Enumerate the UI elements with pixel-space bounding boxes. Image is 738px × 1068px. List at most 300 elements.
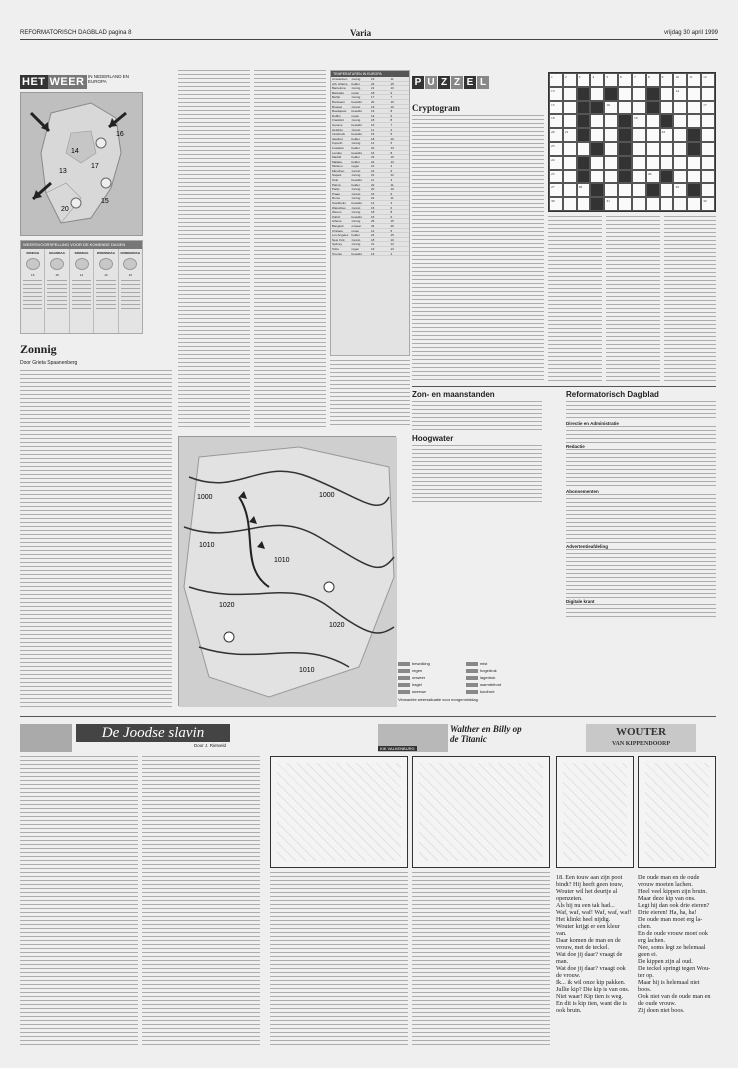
forecast-columns (21, 249, 142, 333)
crossword-cell[interactable] (604, 142, 618, 156)
table-cell: 17 (371, 95, 375, 99)
text-line: De kippen zijn al oud. (638, 958, 693, 965)
isobar-label: 1020 (219, 602, 235, 609)
table-cell: regen (351, 164, 360, 168)
table-cell: 5 (390, 132, 393, 136)
legend-caption: Verwachte weerssituatie voor morgenmiddag (398, 697, 478, 702)
table-cell: Barcelona (332, 86, 346, 90)
crossword-cell[interactable]: 32 (701, 197, 715, 211)
crossword-cell[interactable] (701, 183, 715, 197)
table-cell: 20 (371, 99, 375, 104)
table-cell: 23 (371, 155, 375, 159)
crossword-cell[interactable]: 26 (646, 170, 660, 184)
table-cell: 10 (390, 155, 394, 159)
table-cell: zonnig (351, 237, 361, 242)
forecast-temp: 13 (104, 273, 108, 277)
text-line: ook bruin. (556, 1007, 582, 1014)
table-cell: Tokio (332, 246, 340, 251)
table-cell: regen (351, 228, 360, 233)
table-cell: bewolkt (351, 132, 362, 136)
crossword-cell[interactable]: 11 (687, 73, 701, 87)
table-cell: Bangkok (332, 224, 344, 228)
isobar-label: 1020 (329, 622, 345, 629)
table-row (331, 252, 409, 257)
table-cell: bewolkt (351, 109, 362, 113)
text-line: En dit is kip tien, want die is (556, 1000, 627, 1007)
crossword-cell[interactable] (660, 183, 674, 197)
map-temp-1: 14 (71, 148, 79, 155)
table-cell: Belgrado (332, 90, 345, 95)
table-cell: Bordeaux (332, 99, 345, 104)
crossword-cell[interactable]: 23 (549, 142, 563, 156)
isobar-label: 1010 (199, 542, 215, 549)
table-cell: Toronto (332, 251, 343, 256)
table-cell: zonnig (351, 191, 361, 196)
comic-panel-left (270, 756, 408, 868)
table-cell: Parijs (332, 187, 340, 191)
table-cell: Athene (332, 219, 342, 223)
table-cell: zonnig (351, 77, 361, 81)
forecast-temp: 14 (79, 273, 84, 277)
table-cell: 9 (390, 90, 393, 95)
table-cell: zonnig (351, 187, 361, 191)
crossword-cell[interactable] (701, 114, 715, 128)
table-cell: 3 (390, 201, 393, 205)
crossword-cell[interactable] (687, 114, 701, 128)
legend-swatch (466, 683, 478, 687)
forecast-box (20, 240, 143, 334)
crossword-cell[interactable] (563, 87, 577, 101)
slavin-header (20, 724, 230, 752)
table-cell: zonnig (351, 168, 361, 173)
forecast-day (21, 249, 45, 333)
table-cell: zonnig (351, 104, 361, 109)
table-cell: helder (351, 155, 360, 159)
high-tide-title: Hoogwater (412, 434, 454, 443)
crossword-cell[interactable] (660, 101, 674, 115)
table-cell: 11 (390, 182, 394, 187)
crossword-cell[interactable] (701, 156, 715, 170)
crossword-cell[interactable] (673, 114, 687, 128)
crossword-cell[interactable]: 9 (660, 73, 674, 87)
forecast-day (70, 249, 94, 333)
crossword-cell (590, 142, 604, 156)
table-cell: Istanbul (332, 136, 343, 141)
crossword-cell[interactable]: 21 (563, 128, 577, 142)
forecast-day-label: ZONDAG (26, 251, 40, 255)
crossword-cell (577, 114, 591, 128)
map-temp-3: 13 (59, 168, 67, 175)
text-line: Nee, soms legt ze helemaal (638, 944, 706, 951)
crossword-cell[interactable]: 14 (673, 87, 687, 101)
puzzel-masthead (412, 72, 490, 90)
legend-label: hagel (412, 682, 422, 687)
crossword-cell[interactable]: 17 (701, 101, 715, 115)
table-cell: New York (332, 237, 345, 242)
crossword-cell[interactable] (632, 142, 646, 156)
text-line: Heel veel kippen zijn bruin. (638, 888, 707, 895)
table-cell: 10 (390, 99, 394, 104)
table-cell: 13 (390, 145, 394, 150)
crossword-cell[interactable] (604, 114, 618, 128)
crossword-cell[interactable] (604, 156, 618, 170)
isobar-label: 1000 (197, 494, 213, 501)
table-cell: 15 (371, 205, 375, 210)
text-line: Zij doen niet boos. (638, 1007, 685, 1014)
crossword-cell[interactable] (632, 156, 646, 170)
table-cell: bewolkt (351, 251, 362, 256)
crossword-cell[interactable] (687, 197, 701, 211)
crossword-cell[interactable] (660, 142, 674, 156)
crossword-cell[interactable] (618, 101, 632, 115)
table-cell: 13 (390, 86, 394, 90)
forecast-temp: 16 (31, 273, 35, 277)
crossword-cell[interactable] (632, 170, 646, 184)
crossword-cell[interactable] (577, 197, 591, 211)
walther-credit: KIK VALKENBURG (380, 746, 415, 751)
table-cell: 24 (371, 233, 375, 237)
table-cell: 11 (390, 77, 394, 81)
crossword-cell (604, 87, 618, 101)
legend-swatch (466, 690, 478, 694)
crossword-cell (660, 114, 674, 128)
slavin-col-2 (142, 756, 260, 1048)
weather-masthead (20, 72, 140, 88)
table-cell: Sydney (332, 242, 343, 246)
table-cell: zonnig (351, 86, 361, 90)
comic-panel-right (412, 756, 550, 868)
crossword-cell[interactable] (660, 87, 674, 101)
table-cell: helder (351, 145, 360, 150)
crossword-cell[interactable] (632, 101, 646, 115)
table-cell: Los Angeles (332, 233, 349, 237)
crossword-cell[interactable] (618, 87, 632, 101)
legend-label: bewolking (412, 661, 430, 666)
table-cell: 12 (390, 173, 394, 178)
table-cell: 5 (390, 228, 393, 233)
table-cell: 11 (371, 178, 375, 182)
table-cell: 12 (371, 228, 375, 233)
crossword-cell[interactable] (563, 101, 577, 115)
table-cell: Malaga (332, 159, 342, 164)
table-cell: 13 (371, 113, 375, 118)
crossword-cell[interactable]: 6 (618, 73, 632, 87)
crossword-cell[interactable] (563, 170, 577, 184)
sun-moon-section (412, 390, 542, 505)
crossword-cell[interactable] (673, 156, 687, 170)
text-line: boos. (638, 986, 652, 993)
table-cell: 14 (371, 141, 375, 145)
table-cell: zonnig (351, 242, 361, 246)
table-cell: zonnig (351, 205, 361, 210)
crossword-cell[interactable] (632, 197, 646, 211)
map-temp-4: 17 (91, 163, 99, 170)
crossword-cell[interactable]: 1 (549, 73, 563, 87)
table-cell: 21 (371, 86, 375, 90)
text-line: Maar deze kip van ons. (638, 895, 696, 902)
crossword-cell[interactable]: 10 (673, 73, 687, 87)
crossword-cell[interactable] (673, 197, 687, 211)
sun-moon-title: Zon- en maanstanden (412, 390, 495, 399)
crossword-cell[interactable] (563, 156, 577, 170)
crossword-cell[interactable]: 5 (604, 73, 618, 87)
crossword-cell[interactable] (590, 156, 604, 170)
crossword-cell[interactable] (590, 170, 604, 184)
crossword-cell[interactable] (660, 156, 674, 170)
table-cell: Berlijn (332, 95, 341, 99)
crossword-cell[interactable]: 3 (577, 73, 591, 87)
forecast-day-label: DINSDAG (74, 251, 89, 255)
table-cell: 6 (390, 113, 393, 118)
table-cell: 13 (371, 251, 375, 256)
crossword-cell[interactable] (604, 183, 618, 197)
table-cell: Amsterdam (332, 77, 348, 81)
crossword-cell[interactable]: 25 (549, 170, 563, 184)
text-line: van. (556, 930, 567, 937)
crossword-cell[interactable]: 12 (701, 73, 715, 87)
crossword-cell[interactable] (590, 128, 604, 142)
map-temp-2: 16 (116, 131, 124, 138)
legend-label: regen (412, 668, 423, 673)
crossword-cell[interactable] (646, 128, 660, 142)
forecast-day (94, 249, 118, 333)
table-cell: 6 (390, 214, 393, 219)
crossword-cell[interactable]: 29 (673, 183, 687, 197)
legend-label: sneeuw (412, 689, 426, 694)
text-line: En de oude vrouw moet ook (638, 930, 708, 937)
text-line: De oude man en de oude (638, 874, 700, 881)
crossword-cell[interactable]: 15 (549, 101, 563, 115)
crossword-cell[interactable]: 13 (549, 87, 563, 101)
table-cell: Praag (332, 191, 341, 196)
table-cell: 21 (371, 242, 375, 246)
walther-title: Walther en Billy op de Titanic (450, 724, 522, 744)
weather-column-3 (254, 70, 326, 428)
crossword-cell[interactable]: 24 (549, 156, 563, 170)
table-cell: 18 (371, 237, 375, 242)
crossword-cell[interactable] (563, 114, 577, 128)
table-cell: onweer (351, 224, 362, 228)
crossword-cell[interactable]: 28 (577, 183, 591, 197)
wouter-text-right (638, 874, 716, 1048)
crossword-cell[interactable]: 31 (604, 197, 618, 211)
crossword-cell[interactable] (701, 170, 715, 184)
colophon-item: Digitale krant (566, 599, 595, 604)
crossword-cell[interactable] (632, 183, 646, 197)
table-cell: 19 (371, 77, 375, 81)
text-line: De teckel springt tegen Wou- (638, 965, 711, 972)
crossword-cell[interactable] (701, 142, 715, 156)
weather-article-title: Zonnig (20, 342, 57, 356)
table-cell: 20 (371, 187, 375, 191)
crossword-cell[interactable]: 16 (604, 101, 618, 115)
crossword-cell[interactable] (646, 142, 660, 156)
crossword-cell[interactable] (604, 128, 618, 142)
crossword-cell (577, 128, 591, 142)
section-title: Varia (350, 28, 372, 38)
legend-label: warmtefront (480, 682, 502, 687)
wouter-panel-2 (638, 756, 716, 868)
table-cell: 15 (371, 214, 375, 219)
weather-weer: WEER (49, 76, 85, 88)
table-cell: 10 (371, 164, 375, 168)
crossword-cell[interactable] (687, 156, 701, 170)
crossword-cell[interactable] (687, 87, 701, 101)
table-cell: Wenen (332, 210, 342, 214)
rain-icon (99, 258, 113, 270)
crossword-grid[interactable] (548, 72, 716, 212)
crossword-cell[interactable]: 22 (660, 128, 674, 142)
table-cell: 13 (390, 159, 394, 164)
text-line: Wat doe jij daar? vraagt de (556, 951, 623, 958)
table-cell: 13 (390, 242, 394, 246)
table-cell: 22 (371, 145, 375, 150)
table-cell: 7 (390, 95, 393, 99)
table-cell: 3 (390, 164, 393, 168)
table-cell: 25 (371, 219, 375, 223)
clues-col-1 (548, 216, 602, 384)
crossword-cell[interactable]: 18 (549, 114, 563, 128)
colophon-item: Directie en Administratie (566, 421, 619, 426)
wouter-header (566, 724, 716, 752)
crossword-cell[interactable] (618, 197, 632, 211)
crossword-cell[interactable] (604, 170, 618, 184)
colophon (566, 390, 716, 660)
crossword-cell (660, 170, 674, 184)
crossword-cell[interactable] (687, 170, 701, 184)
table-cell: München (332, 168, 345, 173)
table-cell: helder (351, 81, 360, 86)
table-cell: 10 (390, 104, 394, 109)
crossword-cell[interactable] (563, 142, 577, 156)
crossword-cell[interactable] (632, 128, 646, 142)
table-cell: 16 (371, 168, 375, 173)
weather-column-2 (178, 70, 250, 428)
header-date: vrijdag 30 april 1999 (663, 30, 718, 36)
table-cell: 10 (390, 136, 394, 141)
crossword-cell[interactable]: 27 (549, 183, 563, 197)
text-line: chen. (638, 923, 652, 930)
text-line: Wouter krijgt er een kleur (556, 923, 620, 930)
legend-swatch (398, 676, 410, 680)
table-cell: Innsbruck (332, 132, 346, 136)
isobar-label: 1000 (319, 492, 335, 499)
crossword-cell[interactable] (646, 156, 660, 170)
table-cell: 3 (390, 178, 393, 182)
crossword-cell[interactable] (646, 197, 660, 211)
isobar-label: 1010 (274, 557, 290, 564)
table-cell: 22 (371, 182, 375, 187)
table-cell: 15 (371, 132, 375, 136)
cloud-icon (50, 258, 64, 270)
crossword-cell[interactable] (563, 197, 577, 211)
table-cell: 11 (390, 196, 394, 201)
crossword-cell[interactable] (687, 101, 701, 115)
table-cell: 11 (371, 127, 375, 132)
crossword-cell[interactable] (590, 114, 604, 128)
forecast-temp: 15 (55, 273, 59, 277)
walther-header (378, 724, 528, 752)
crossword-cell[interactable] (577, 142, 591, 156)
clues-col-3 (664, 216, 716, 384)
crossword-cell (590, 101, 604, 115)
table-body (331, 77, 409, 256)
puzzel-letter: U (425, 76, 437, 89)
table-cell: regen (351, 90, 360, 95)
table-cell: Boedapest (332, 109, 347, 113)
legend-swatch (466, 669, 478, 673)
table-cell: 8 (390, 210, 393, 214)
crossword-cell[interactable] (701, 128, 715, 142)
crossword-cell (618, 142, 632, 156)
table-cell: 15 (390, 81, 394, 86)
table-cell: 8 (390, 109, 393, 113)
forecast-temp: 16 (128, 273, 132, 277)
text-line: man. (556, 958, 569, 965)
crossword-cell (577, 156, 591, 170)
legend-swatch (398, 662, 410, 666)
crossword-cell[interactable] (673, 128, 687, 142)
text-line: bindt? Hij heeft geen touw, (556, 881, 624, 888)
table-cell: Brussel (332, 104, 343, 109)
legend-label: mist (480, 661, 488, 666)
text-line: Het klinkt heel nijdig. (556, 916, 611, 923)
text-line: De oude man moet erg la- (638, 916, 703, 923)
table-cell: zonnig (351, 196, 361, 201)
crossword-cell[interactable]: 2 (563, 73, 577, 87)
text-line: Daar komen de man en de (556, 937, 621, 944)
crossword-cell[interactable]: 7 (632, 73, 646, 87)
text-line: Wouter wil het deurtje al (556, 888, 618, 895)
legend-swatch (398, 690, 410, 694)
crossword-cell[interactable] (673, 142, 687, 156)
crossword-cell[interactable] (660, 197, 674, 211)
crossword-cell[interactable] (590, 87, 604, 101)
crossword-cell[interactable] (632, 87, 646, 101)
crossword-cell[interactable] (618, 183, 632, 197)
table-cell: Warschau (332, 205, 346, 210)
crossword-cell[interactable] (646, 114, 660, 128)
table-cell: Dublin (332, 113, 341, 118)
crossword-cell[interactable] (673, 170, 687, 184)
crossword-cell[interactable]: 8 (646, 73, 660, 87)
text-line: Ook niet van de oude man en (638, 993, 711, 1000)
legend-swatch (466, 662, 478, 666)
text-line: vrouw, met de teckel. (556, 944, 610, 951)
crossword-cell[interactable] (701, 87, 715, 101)
crossword-cell[interactable]: 20 (549, 128, 563, 142)
crossword-cell[interactable]: 19 (632, 114, 646, 128)
text-line: de vrouw. (556, 972, 581, 979)
crossword-cell[interactable]: 30 (549, 197, 563, 211)
table-cell: Oslo (332, 178, 339, 182)
crossword-cell[interactable]: 4 (590, 73, 604, 87)
table-cell: 10 (390, 187, 394, 191)
weather-subtitle: IN NEDERLAND EN EUROPA (88, 74, 130, 84)
table-cell: Stockholm (332, 201, 347, 205)
crossword-cell[interactable] (563, 183, 577, 197)
legend-swatch (398, 669, 410, 673)
table-cell: 4 (390, 251, 393, 256)
table-cell: Palma (332, 182, 341, 187)
text-line: Ik... ik wil onze kip pakken. (556, 979, 626, 986)
wouter-logo: WOUTER VAN KIPPENDOORP (586, 724, 696, 752)
cryptogram-clues (412, 115, 544, 383)
legend-label: hogedruk (480, 668, 497, 673)
table-cell: 5 (390, 141, 393, 145)
table-cell: bewolkt (351, 150, 362, 155)
crossword-cell[interactable] (673, 101, 687, 115)
